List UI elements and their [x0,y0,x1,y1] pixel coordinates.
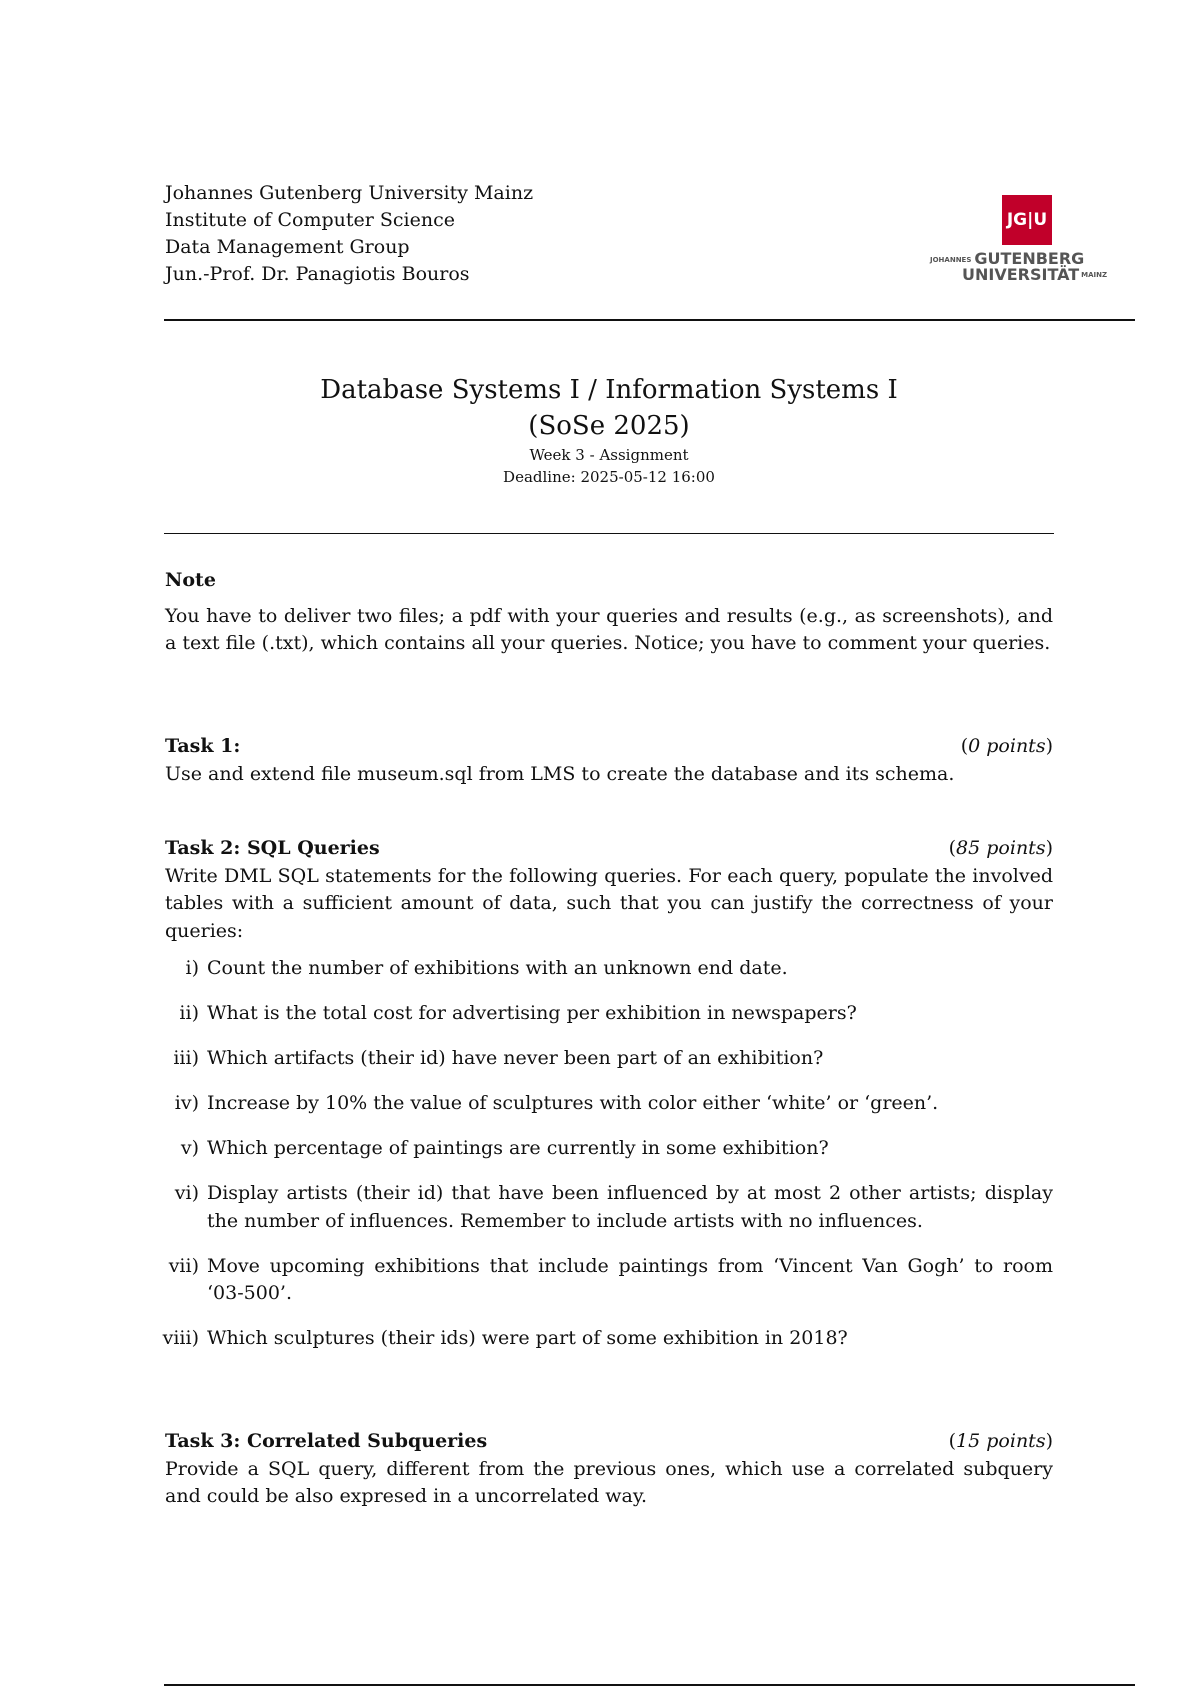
query-list [162,955,1053,1353]
task3-text: Provide a SQL query, different from the previous ones, which use a correlated subquery and could be also expresed in a uncorrelated way. [165,1457,1053,1507]
list-item: iv) Increase by 10% the value of sculptures with color either ‘white’ or ‘green’. [174,1092,939,1114]
institution-header [165,180,533,288]
task1-points: (0 points) [960,735,1053,757]
course-title: Database Systems I / Information Systems I [320,375,898,405]
logo-text-line1: JOHANNES GUTENBERG [930,249,1085,268]
list-item: i) Count the number of exhibitions with an unknown end date. [185,957,788,979]
task3-heading [165,1428,1053,1456]
task2-title: Task 2: SQL Queries [165,837,380,859]
task3-title: Task 3: Correlated Subqueries [165,1430,488,1452]
professor-name: Jun.-Prof. Dr. Panagiotis Bouros [165,263,470,285]
task3-section [165,1428,1053,1511]
task2-points: (85 points) [948,837,1053,859]
list-item: vi) Display artists (their id) that have been influenced by at most 2 other artists; display the number of influences. Remember to include artists with no influences. [174,1182,1053,1232]
list-item: v) Which percentage of paintings are currently in some exhibition? [180,1137,829,1159]
task1-text: Use and extend file museum.sql from LMS to create the database and its schema. [165,762,955,785]
title-block [164,372,1054,488]
note-section [165,567,1053,658]
institute-name: Institute of Computer Science [165,209,456,231]
list-item: iii) Which artifacts (their id) have never been part of an exhibition? [173,1047,824,1069]
task1-heading [165,733,1053,761]
list-item: ii) What is the total cost for advertising per exhibition in newspapers? [179,1002,857,1024]
task2-heading [165,835,1053,863]
deadline: Deadline: 2025-05-12 16:00 [503,468,715,486]
list-item: viii) Which sculptures (their ids) were part of some exhibition in 2018? [162,1327,848,1349]
bottom-divider [164,1684,1135,1686]
note-heading: Note [165,569,216,591]
group-name: Data Management Group [165,236,410,258]
university-logo [930,195,1108,285]
middle-divider [164,533,1054,534]
task2-section [162,835,1053,1370]
logo-text-line2: UNIVERSITÄT $^{MAINZ}$ [962,265,1108,284]
logo-mark: JG|U [1002,195,1052,245]
note-text: You have to deliver two files; a pdf with your queries and results (e.g., as screenshots), and a text file (.txt), which contains all your queries. Notice; you have to comment your queries. [165,604,1053,654]
semester: (SoSe 2025) [528,411,690,441]
task1-title: Task 1: [165,735,241,757]
task2-text: Write DML SQL statements for the following queries. For each query, populate the involved tables with a sufficient amount of data, such that you can justify the correctness of your queries: [165,864,1053,942]
task1-section [165,733,1053,788]
week-label: Week 3 - Assignment [529,446,689,464]
list-item: vii) Move upcoming exhibitions that include paintings from ‘Vincent Van Gogh’ to room ‘03-500’. [168,1254,1053,1304]
university-name: Johannes Gutenberg University Mainz [165,182,534,204]
top-divider [164,319,1135,321]
task3-points: (15 points) [948,1430,1053,1452]
